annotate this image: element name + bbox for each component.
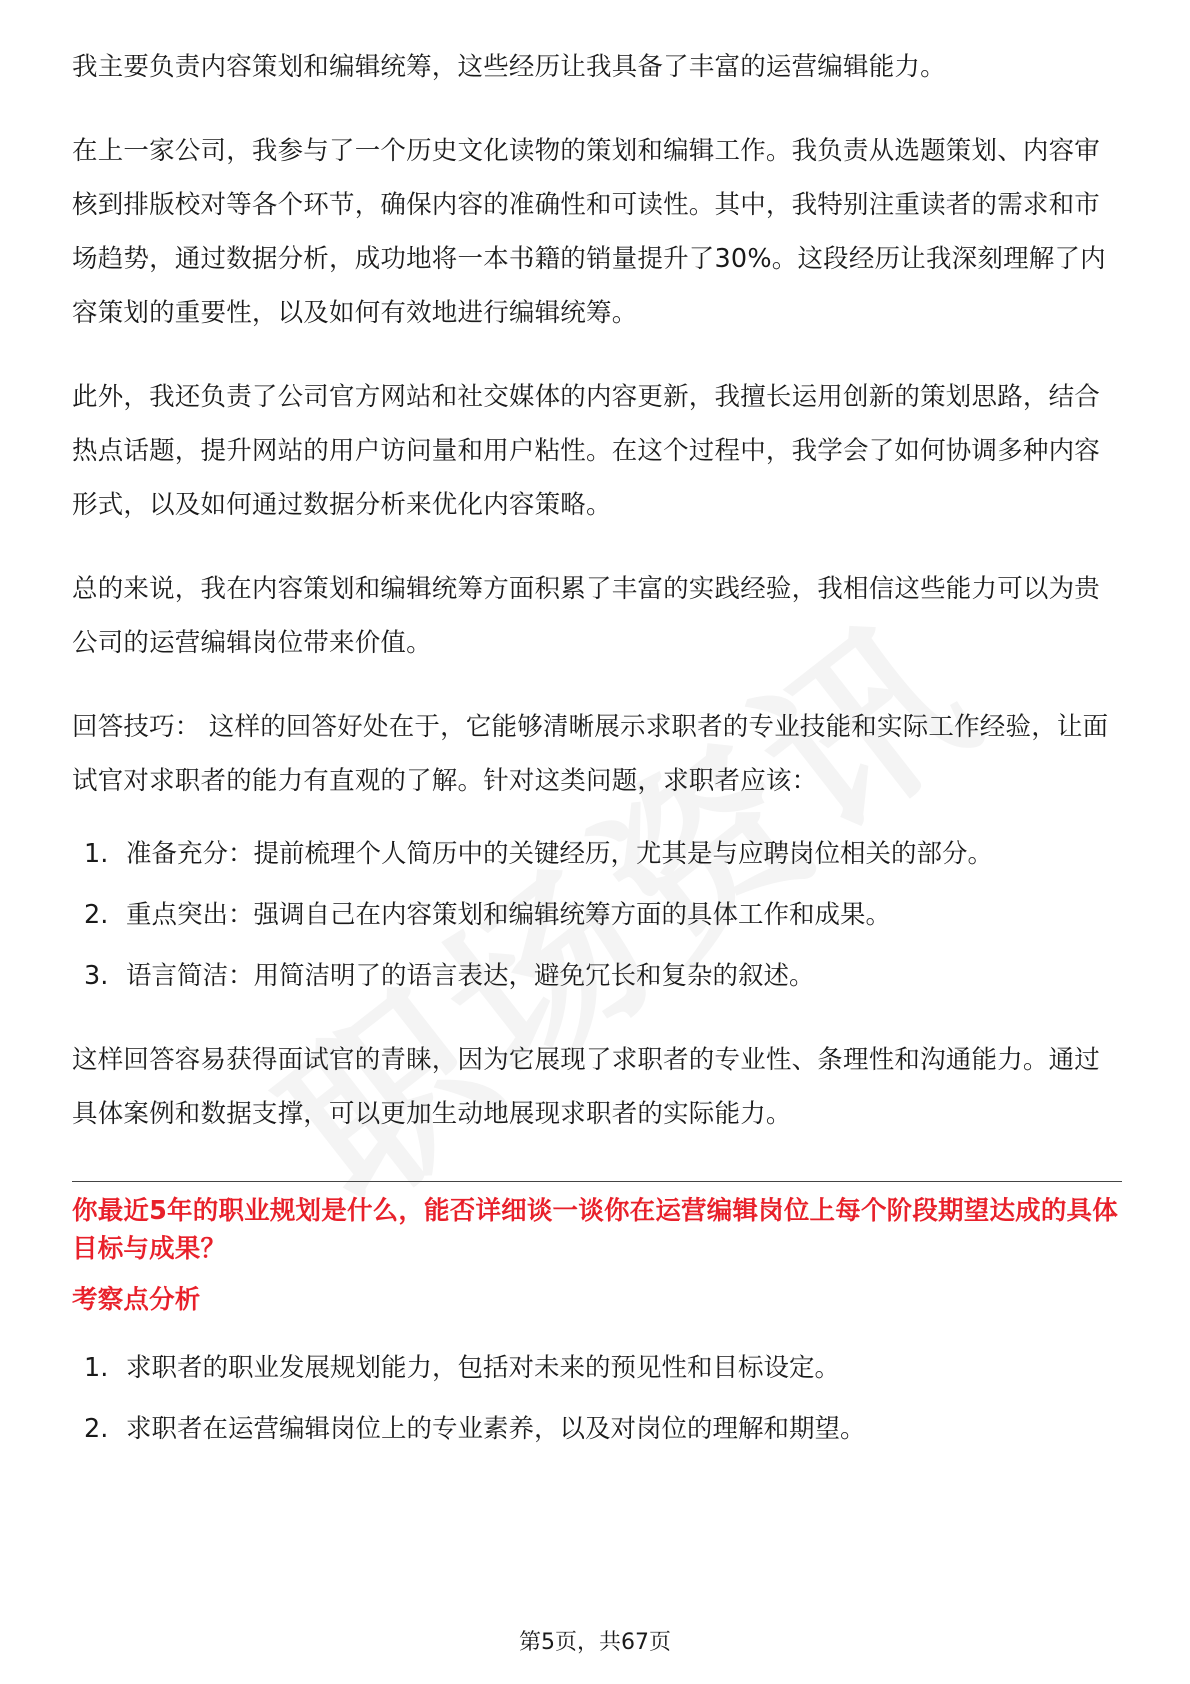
analysis-list	[72, 1338, 1122, 1460]
analysis-title: 考察点分析	[72, 1285, 201, 1315]
paragraph-3: 此外，我还负责了公司官方网站和社交媒体的内容更新，我擅长运用创新的策划思路，结合热点话题，提升网站的用户访问量和用户粘性。在这个过程中，我学会了如何协调多种内容形式，以及如何通过数据分析来优化内容策略。	[72, 382, 1101, 520]
paragraph-2: 在上一家公司，我参与了一个历史文化读物的策划和编辑工作。我负责从选题策划、内容审核到排版校对等各个环节，确保内容的准确性和可读性。其中，我特别注重读者的需求和市场趋势，通过数据分析，成功地将一本书籍的销量提升了30%。这段经历让我深刻理解了内容策划的重要性，以及如何有效地进行编辑统筹。	[72, 136, 1106, 328]
list-item: 2. 求职者在运营编辑岗位上的专业素养，以及对岗位的理解和期望。	[84, 1414, 866, 1444]
paragraph-4: 总的来说，我在内容策划和编辑统筹方面积累了丰富的实践经验，我相信这些能力可以为贵公司的运营编辑岗位带来价值。	[72, 574, 1101, 658]
paragraph-conclusion: 这样回答容易获得面试官的青睐，因为它展现了求职者的专业性、条理性和沟通能力。通过具体案例和数据支撑，可以更加生动地展现求职者的实际能力。	[72, 1045, 1101, 1129]
list-item: 1. 求职者的职业发展规划能力，包括对未来的预见性和目标设定。	[84, 1353, 841, 1383]
tips-list	[72, 824, 1122, 1007]
list-item: 1. 准备充分：提前梳理个人简历中的关键经历，尤其是与应聘岗位相关的部分。	[84, 839, 994, 869]
paragraph-answer-tips: 回答技巧： 这样的回答好处在于，它能够清晰展示求职者的专业技能和实际工作经验，让面试官对求职者的能力有直观的了解。针对这类问题，求职者应该：	[72, 712, 1109, 796]
question-heading: 你最近5年的职业规划是什么，能否详细谈一谈你在运营编辑岗位上每个阶段期望达成的具体目标与成果？	[72, 1196, 1118, 1264]
document-page	[72, 40, 1122, 1460]
list-item: 3. 语言简洁：用简洁明了的语言表达，避免冗长和复杂的叙述。	[84, 961, 815, 991]
paragraph-1: 我主要负责内容策划和编辑统筹，这些经历让我具备了丰富的运营编辑能力。	[72, 52, 946, 82]
list-item: 2. 重点突出：强调自己在内容策划和编辑统筹方面的具体工作和成果。	[84, 900, 892, 930]
page-number: 第5页，共67页	[519, 1630, 671, 1655]
